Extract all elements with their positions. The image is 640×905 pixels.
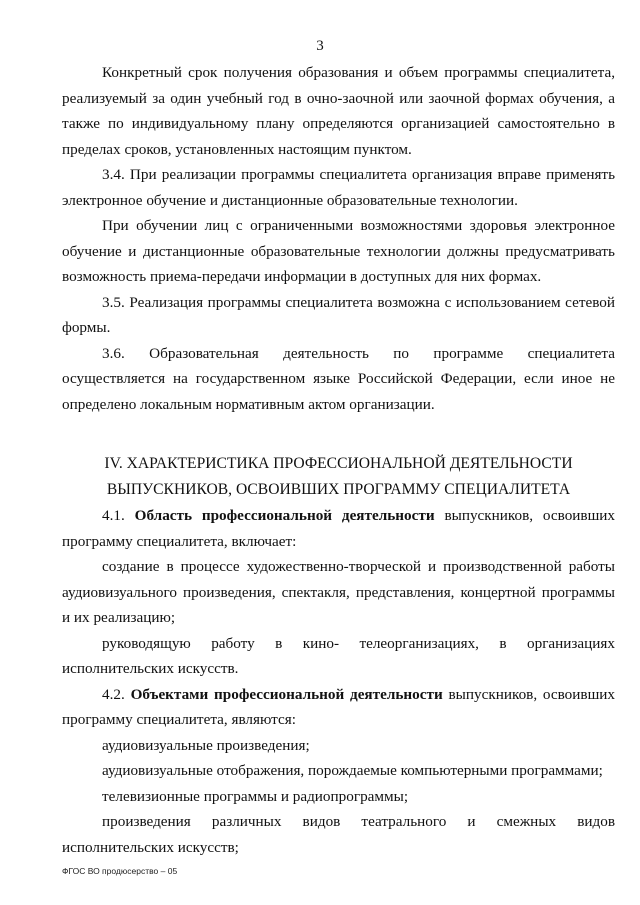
paragraph-4-1-text: выпускников, освоивших программу специалитета, включает: [62,507,616,550]
list-item-4-2-theatre: произведения различных видов театрального и смежных видов исполнительских искусств; [62,813,615,856]
list-item-4-2-audiovisual: аудиовизуальные произведения; [102,736,310,754]
list-item-4-1-creation: создание в процессе художественно-творческой и производственной работы аудиовизуального произведения, спектакля, представления, концертной программы и их реализацию; [62,558,615,626]
paragraph-4-1-number: 4.1. [102,507,125,524]
paragraph-4-1 [62,503,615,554]
paragraph-3-6: 3.6. Образовательная деятельность по программе специалитета осуществляется на государственном языке Российской Федерации, если иное не определено локальным нормативным актом организации. [62,344,615,413]
paragraph-4-2-number: 4.2. [102,685,125,703]
section-heading [62,451,615,503]
paragraph-3-4: 3.4. При реализации программы специалитета организация вправе применять электронное обучение и дистанционные образовательные технологии. [62,166,615,209]
section-heading-line-1: IV. ХАРАКТЕРИСТИКА ПРОФЕССИОНАЛЬНОЙ ДЕЯТЕЛЬНОСТИ [104,455,573,472]
list-item-4-2-tv-radio: телевизионные программы и радиопрограммы; [102,787,409,805]
paragraph-term-details: Конкретный срок получения образования и объем программы специалитета, реализуемый за один учебный год в очно-заочной или заочной формах обучения, а также по индивидуальному плану определяются организацией самостоятельно в пределах сроков, установленных настоящим пунктом. [62,64,615,158]
paragraph-4-2 [62,682,615,733]
paragraph-4-2-term: Объектами профессиональной деятельности [130,685,443,703]
page-number: 3 [316,38,324,54]
paragraph-4-1-term: Область профессиональной деятельности [134,507,435,524]
list-item-4-1-management: руководящую работу в кино- телеорганизациях, в организациях исполнительских искусств. [62,634,615,677]
paragraph-4-2-text: выпускников, освоивших программу специалитета, являются: [62,685,615,728]
list-item-4-2-computer: аудиовизуальные отображения, порождаемые компьютерными программами; [102,762,603,779]
document-body [62,60,615,860]
footer-label: ФГОС ВО продюсерство – 05 [62,866,178,876]
section-heading-line-2: ВЫПУСКНИКОВ, ОСВОИВШИХ ПРОГРАММУ СПЕЦИАЛИТЕТА [106,481,571,498]
paragraph-3-5: 3.5. Реализация программы специалитета возможна с использованием сетевой формы. [62,293,615,336]
paragraph-disabilities: При обучении лиц с ограниченными возможностями здоровья электронное обучение и дистанционные образовательные технологии должны предусматривать возможность приема-передачи информации в доступных для них формах. [62,217,615,285]
